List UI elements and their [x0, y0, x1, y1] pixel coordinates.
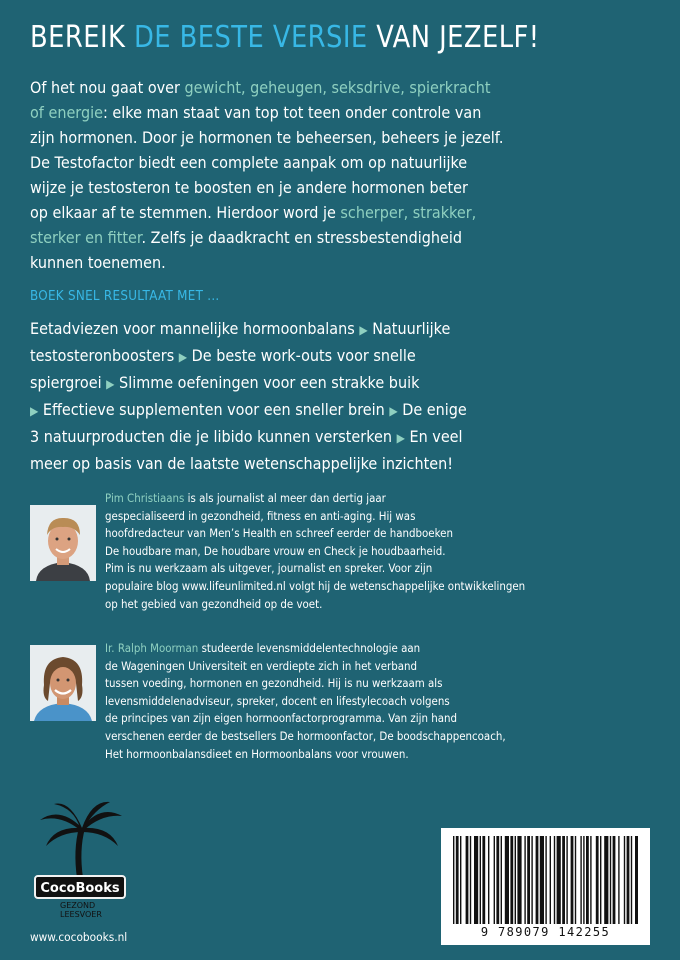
- barcode-bar: [624, 836, 625, 924]
- intro-highlight: scherper, strakker,: [340, 203, 477, 222]
- barcode-bar: [517, 836, 521, 924]
- bio-line: Het hormoonbalansdieet en Hormoonbalans voor vrouwen.: [105, 746, 409, 761]
- intro-line: wijze je testosteron te boosten en je andere hormonen beter: [30, 178, 468, 197]
- intro-paragraph: [30, 75, 606, 275]
- barcode-bar: [470, 836, 471, 924]
- intro-highlight: sterker en fitter: [30, 228, 142, 247]
- barcode-bar: [596, 836, 599, 924]
- headline: [30, 20, 540, 55]
- publisher-logo: [30, 800, 140, 925]
- triangle-bullet-icon: ▶: [106, 377, 115, 391]
- result-text: En veel: [404, 427, 463, 446]
- headline-part1: BEREIK: [30, 20, 134, 55]
- bio-text: is als journalist al meer dan dertig jaar: [184, 491, 386, 505]
- bio-pim: [105, 490, 525, 613]
- barcode-bar: [540, 836, 544, 924]
- barcode-bar: [600, 836, 601, 924]
- result-text: Effectieve supplementen voor een sneller brein: [38, 400, 390, 419]
- barcode-bar: [618, 836, 619, 924]
- intro-highlight: gewicht, geheugen, seksdrive, spierkracht: [184, 78, 491, 97]
- bio-line: de Wageningen Universiteit en verdiepte zich in het verband: [105, 658, 418, 673]
- bio-text: studeerde levensmiddelentechnologie aan: [198, 641, 421, 655]
- result-text: testosteronboosters: [30, 346, 179, 365]
- barcode-bar: [610, 836, 611, 924]
- bio-line: De houdbare man, De houdbare vrouw en Check je houdbaarheid.: [105, 543, 446, 558]
- barcode-bar: [453, 836, 454, 924]
- barcode-bar: [496, 836, 499, 924]
- barcode-bar: [575, 836, 576, 924]
- author-photo-ralph: [30, 645, 96, 721]
- author-name: Ir. Ralph Moorman: [105, 641, 199, 655]
- barcode-bar: [550, 836, 551, 924]
- barcode-bar: [480, 836, 481, 924]
- bio-line: tussen voeding, hormonen en gezondheid. Hij is nu werkzaam als: [105, 676, 443, 691]
- barcode-bar: [586, 836, 589, 924]
- palm-tree-icon: [30, 800, 140, 880]
- barcode-bar: [488, 836, 489, 924]
- logo-tagline-line: LEESVOER: [60, 910, 102, 919]
- barcode-bar: [482, 836, 485, 924]
- barcode-bar: [515, 836, 516, 924]
- isbn-digits: 9 789079 142255: [480, 925, 611, 939]
- logo-tagline-line: GEZOND: [60, 901, 96, 910]
- barcode-bar: [510, 836, 513, 924]
- triangle-bullet-icon: ▶: [359, 323, 368, 337]
- barcode-bar: [631, 836, 632, 924]
- result-text: meer op basis van de laatste wetenschappelijke inzichten!: [30, 454, 454, 473]
- triangle-bullet-icon: ▶: [30, 404, 39, 418]
- barcode-bar: [474, 836, 478, 924]
- barcode-bar: [456, 836, 459, 924]
- intro-line: kunnen toenemen.: [30, 253, 166, 272]
- intro-text: op elkaar af te stemmen. Hierdoor word je: [30, 203, 341, 222]
- barcode-bar: [554, 836, 555, 924]
- bio-line: Pim is nu werkzaam als uitgever, journalist en spreker. Voor zijn: [105, 561, 433, 576]
- intro-line: De Testofactor biedt een complete aanpak om op natuurlijke: [30, 153, 468, 172]
- bio-line: gespecialiseerd in gezondheid, fitness en anti-aging. Hij was: [105, 508, 416, 523]
- intro-text: . Zelfs je daadkracht en stressbestendigheid: [141, 228, 462, 247]
- triangle-bullet-icon: ▶: [178, 350, 188, 364]
- logo-tagline: [60, 901, 102, 919]
- author-photo-pim: [30, 505, 96, 581]
- barcode-bar: [562, 836, 565, 924]
- result-text: 3 natuurproducten die je libido kunnen versterken: [30, 427, 397, 446]
- result-text: Eetadviezen voor mannelijke hormoonbalans: [30, 319, 360, 338]
- result-text: spiergroei: [30, 373, 107, 392]
- barcode-bar: [557, 836, 561, 924]
- logo-wordmark: CocoBooks: [34, 875, 126, 899]
- intro-line: zijn hormonen. Door je hormonen te beheersen, beheers je jezelf.: [30, 128, 504, 147]
- barcode-bar: [583, 836, 584, 924]
- author-name: Pim Christiaans: [105, 491, 185, 505]
- result-text: Slimme oefeningen voor een strakke buik: [114, 373, 420, 392]
- results-list: [30, 316, 606, 476]
- intro-text: : elke man staat van top tot teen onder controle van: [102, 103, 482, 122]
- headline-part2: VAN JEZELF!: [367, 20, 540, 55]
- website-url: www.cocobooks.nl: [30, 930, 128, 944]
- barcode-bar: [604, 836, 608, 924]
- results-heading: BOEK SNEL RESULTAAT MET ...: [30, 289, 220, 304]
- barcode-bar: [531, 836, 532, 924]
- result-text: Natuurlijke: [367, 319, 451, 338]
- triangle-bullet-icon: ▶: [396, 431, 405, 445]
- barcode-bar: [494, 836, 495, 924]
- barcode-bar: [613, 836, 616, 924]
- barcode-bar: [466, 836, 469, 924]
- barcode-bar: [501, 836, 502, 924]
- intro-highlight: of energie: [30, 103, 103, 122]
- barcode-bar: [524, 836, 525, 924]
- triangle-bullet-icon: ▶: [389, 404, 398, 418]
- barcode-bar: [460, 836, 461, 924]
- result-text: De beste work-outs voor snelle: [187, 346, 416, 365]
- barcode-bar: [505, 836, 509, 924]
- barcode-bar: [536, 836, 539, 924]
- barcode-bar: [635, 836, 638, 924]
- barcode-bars: [453, 836, 638, 924]
- bio-line: levensmiddelenadviseur, spreker, docent en lifestylecoach volgens: [105, 693, 450, 708]
- barcode-bar: [527, 836, 530, 924]
- bio-line: verschenen eerder de bestsellers De hormoonfactor, De boodschappencoach,: [105, 728, 506, 743]
- barcode-bar: [545, 836, 546, 924]
- bio-line: op het gebied van gezondheid op de voet.: [105, 596, 323, 611]
- intro-text: Of het nou gaat over: [30, 78, 185, 97]
- result-text: De enige: [397, 400, 467, 419]
- bio-line: hoofdredacteur van Men’s Health en schreef eerder de handboeken: [105, 526, 453, 541]
- bio-ralph: [105, 640, 506, 763]
- barcode-bar: [580, 836, 581, 924]
- barcode-bar: [566, 836, 567, 924]
- headline-accent: DE BESTE VERSIE: [133, 20, 368, 55]
- bio-line: populaire blog www.lifeunlimited.nl volgt hij de wetenschappelijke ontwikkelingen: [105, 578, 526, 593]
- barcode-bar: [590, 836, 591, 924]
- bio-line: de principes van zijn eigen hormoonfactorprogramma. Van zijn hand: [105, 711, 457, 726]
- barcode-bar: [627, 836, 630, 924]
- isbn-barcode: [441, 828, 650, 945]
- barcode-bar: [571, 836, 574, 924]
